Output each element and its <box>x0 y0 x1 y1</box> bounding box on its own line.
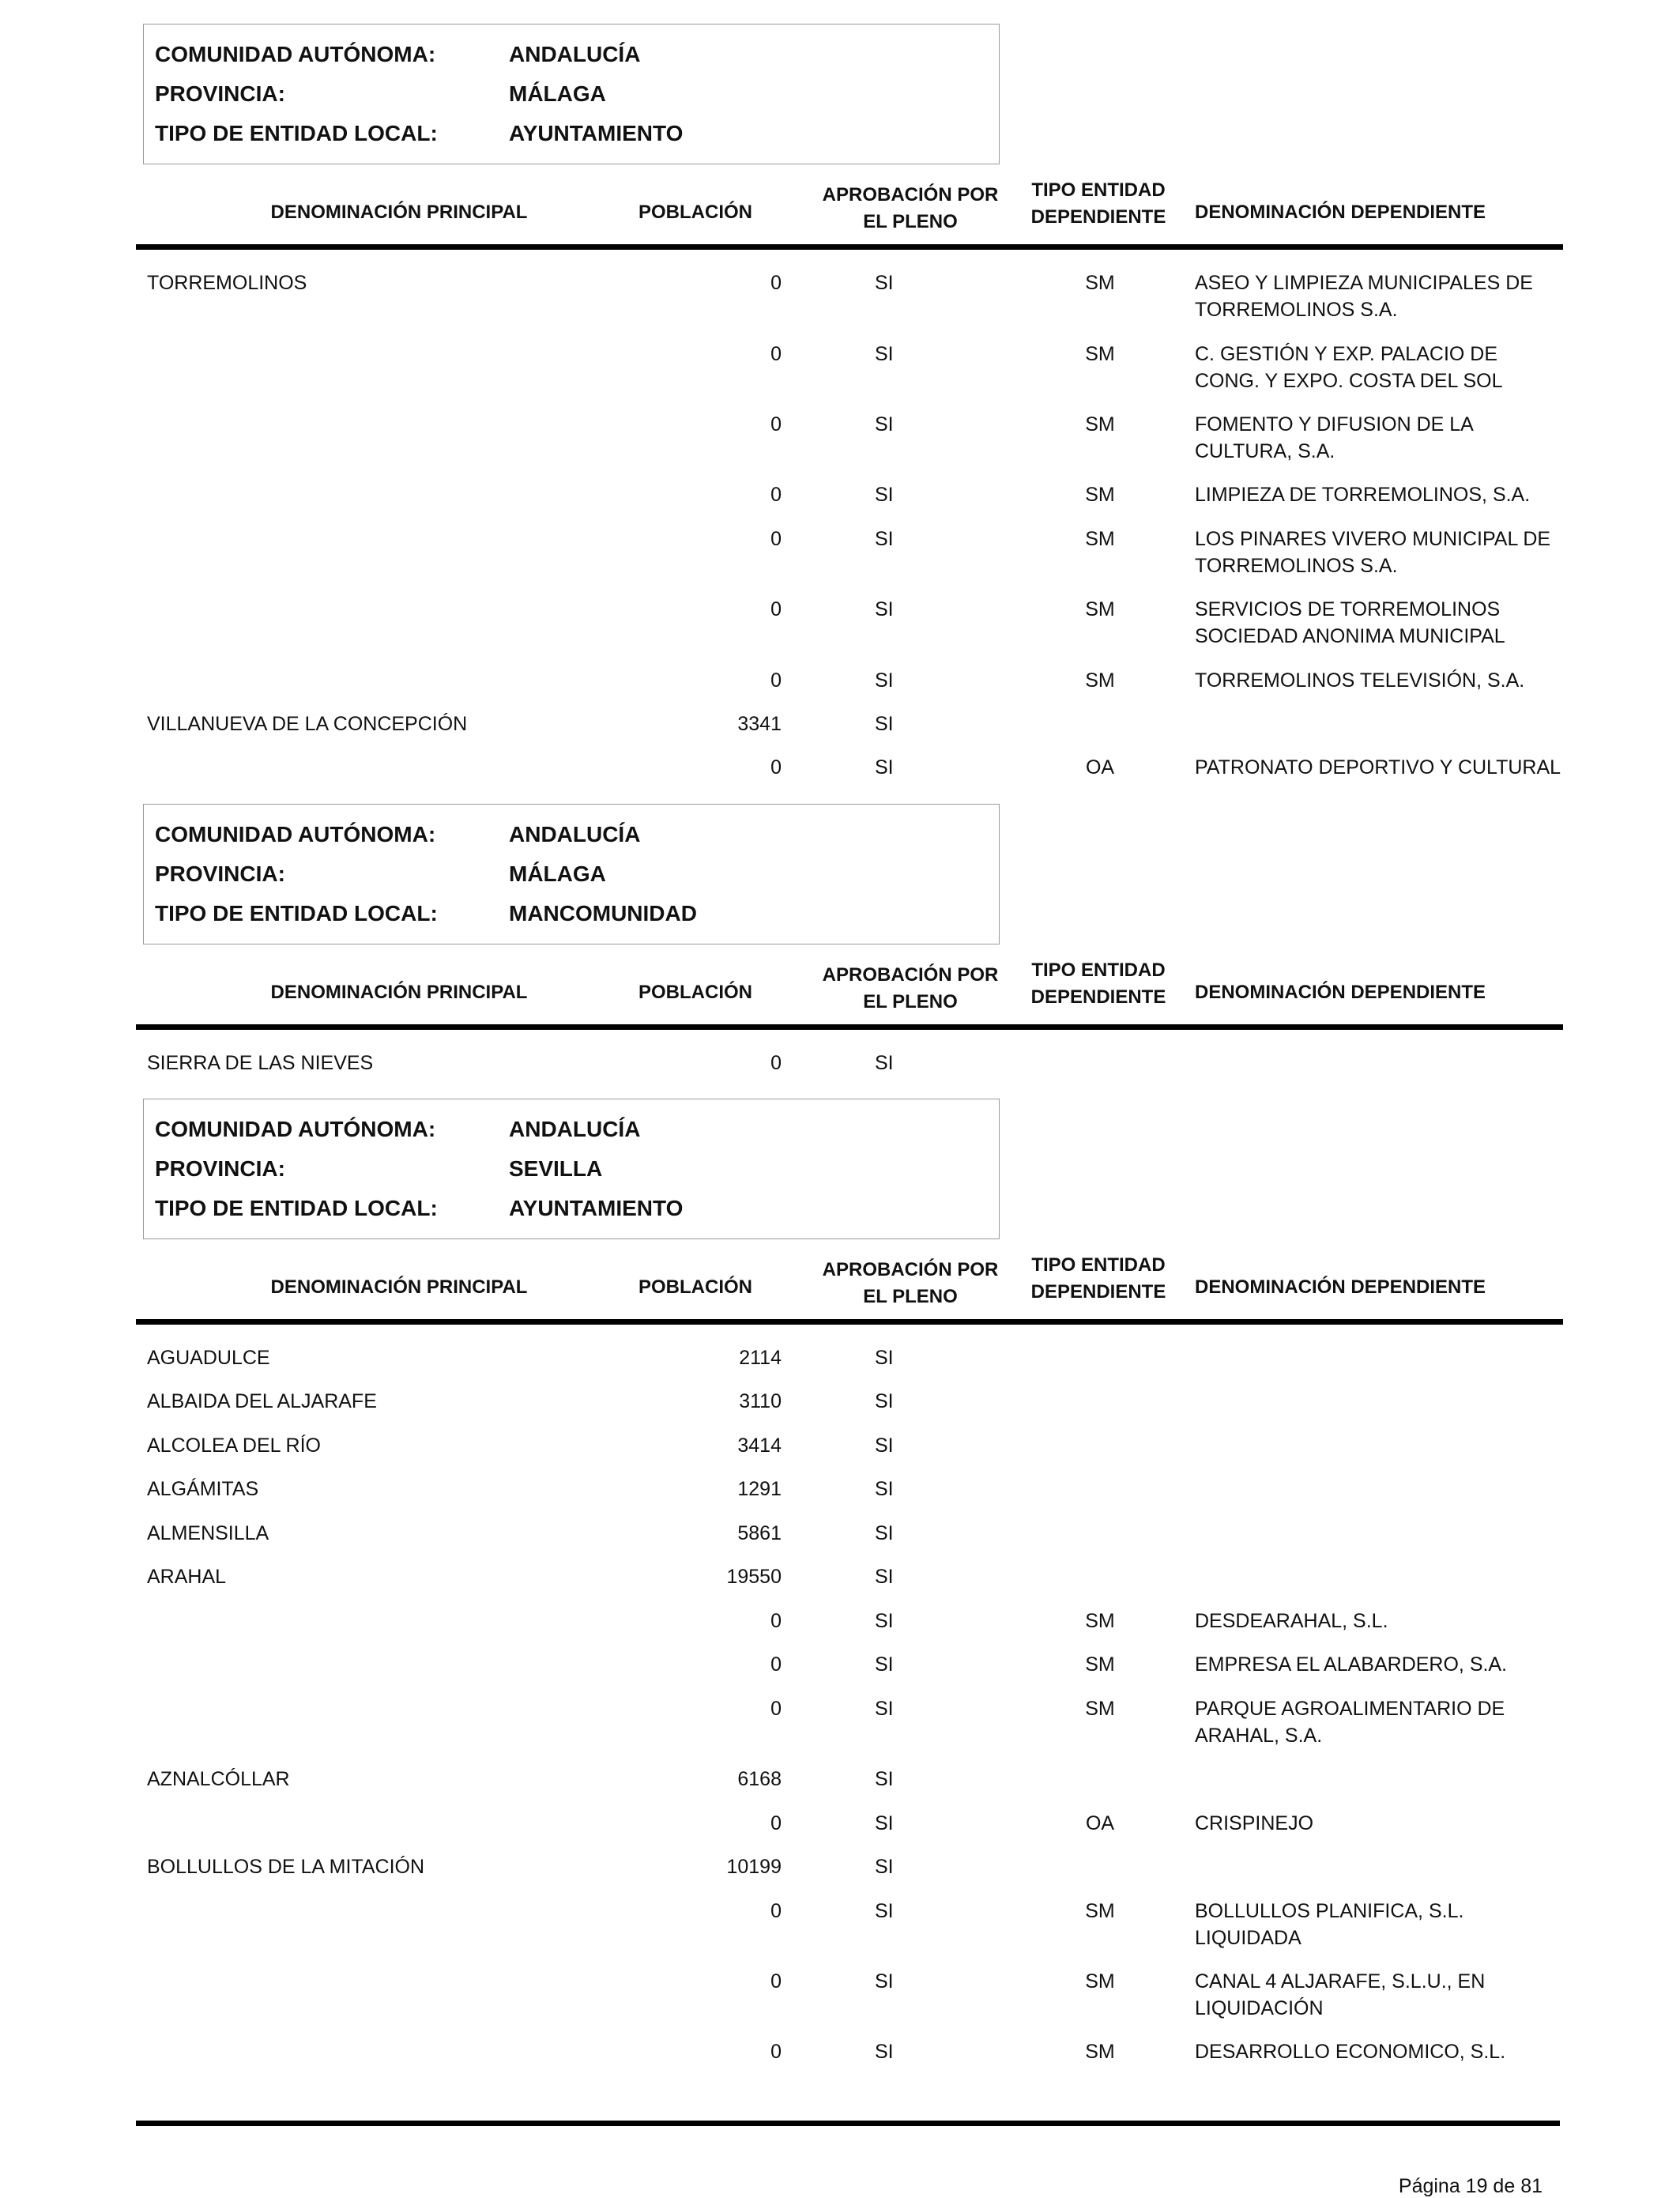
cell-apr: SI <box>875 528 894 550</box>
cell-name: BOLLULLOS DE LA MITACIÓN <box>147 1856 425 1878</box>
table-header <box>136 1230 1563 1325</box>
header-aprobacion-line1: APROBACIÓN POR <box>822 184 999 205</box>
cell-pop: 0 <box>770 1698 782 1720</box>
cell-apr: SI <box>875 713 894 735</box>
comunidad-value: ANDALUCÍA <box>509 1117 641 1141</box>
provincia-label: PROVINCIA: <box>155 861 285 886</box>
provincia-label: PROVINCIA: <box>155 1156 285 1181</box>
provincia-value: MÁLAGA <box>509 81 606 106</box>
cell-pop: 3110 <box>739 1390 782 1412</box>
cell-name: ALGÁMITAS <box>147 1478 259 1500</box>
cell-apr: SI <box>875 1522 894 1544</box>
cell-tipo: SM <box>1085 1970 1115 1993</box>
cell-pop: 1291 <box>737 1478 782 1500</box>
cell-name: SIERRA DE LAS NIEVES <box>147 1052 374 1074</box>
cell-pop: 3414 <box>737 1435 782 1457</box>
cell-pop: 0 <box>770 528 782 550</box>
header-aprobacion-line2: EL PLENO <box>863 1286 958 1307</box>
header-rule <box>136 1319 1563 1325</box>
cell-pop: 0 <box>770 413 782 435</box>
cell-dep: DESDEARAHAL, S.L. <box>1195 1610 1388 1632</box>
comunidad-label: COMUNIDAD AUTÓNOMA: <box>155 1117 436 1141</box>
tipo-entidad-label: TIPO DE ENTIDAD LOCAL: <box>155 121 438 145</box>
cell-apr: SI <box>875 1812 894 1834</box>
cell-dep: CANAL 4 ALJARAFE, S.L.U., EN LIQUIDACIÓN <box>1195 1970 1486 2019</box>
cell-tipo: SM <box>1085 343 1115 365</box>
cell-tipo: SM <box>1085 1610 1115 1632</box>
header-denominacion-principal: DENOMINACIÓN PRINCIPAL <box>270 982 528 1003</box>
cell-pop: 3341 <box>737 713 782 735</box>
header-tipo-line1: TIPO ENTIDAD <box>1031 960 1166 981</box>
cell-tipo: SM <box>1085 1900 1115 1922</box>
cell-tipo: SM <box>1085 272 1115 294</box>
cell-pop: 6168 <box>737 1768 782 1790</box>
tipo-entidad-label: TIPO DE ENTIDAD LOCAL: <box>155 1196 438 1220</box>
cell-apr: SI <box>875 669 894 692</box>
comunidad-value: ANDALUCÍA <box>509 822 641 846</box>
header-denominacion-dependiente: DENOMINACIÓN DEPENDIENTE <box>1195 202 1486 223</box>
cell-pop: 0 <box>770 1653 782 1676</box>
header-denominacion-dependiente: DENOMINACIÓN DEPENDIENTE <box>1195 1276 1486 1298</box>
cell-dep: FOMENTO Y DIFUSION DE LA CULTURA, S.A. <box>1195 413 1473 462</box>
provincia-value: SEVILLA <box>509 1156 603 1181</box>
cell-dep: TORREMOLINOS TELEVISIÓN, S.A. <box>1195 669 1525 692</box>
cell-dep: DESARROLLO ECONOMICO, S.L. <box>1195 2041 1506 2063</box>
cell-apr: SI <box>875 1900 894 1922</box>
header-aprobacion-line2: EL PLENO <box>863 991 958 1012</box>
provincia-value: MÁLAGA <box>509 861 606 886</box>
header-poblacion: POBLACIÓN <box>638 202 752 223</box>
cell-pop: 10199 <box>726 1856 782 1878</box>
cell-dep: C. GESTIÓN Y EXP. PALACIO DE CONG. Y EXPO. COSTA DEL SOL <box>1195 343 1503 392</box>
header-denominacion-dependiente: DENOMINACIÓN DEPENDIENTE <box>1195 982 1486 1003</box>
header-aprobacion-line2: EL PLENO <box>863 211 958 232</box>
cell-dep: BOLLULLOS PLANIFICA, S.L. LIQUIDADA <box>1195 1900 1464 1949</box>
cell-apr: SI <box>875 1768 894 1790</box>
provincia-label: PROVINCIA: <box>155 81 285 106</box>
cell-tipo: SM <box>1085 598 1115 620</box>
tipo-entidad-value: AYUNTAMIENTO <box>509 1196 684 1220</box>
cell-apr: SI <box>875 343 894 365</box>
comunidad-label: COMUNIDAD AUTÓNOMA: <box>155 822 436 846</box>
cell-apr: SI <box>875 272 894 294</box>
cell-pop: 0 <box>770 1610 782 1632</box>
cell-name: AZNALCÓLLAR <box>147 1768 290 1790</box>
header-rule <box>136 244 1563 250</box>
cell-pop: 5861 <box>737 1522 782 1544</box>
header-tipo-line1: TIPO ENTIDAD <box>1031 179 1166 201</box>
cell-name: ARAHAL <box>147 1566 227 1588</box>
cell-name: TORREMOLINOS <box>147 272 307 294</box>
page-number: Página 19 de 81 <box>1398 2175 1543 2197</box>
cell-pop: 0 <box>770 272 782 294</box>
cell-dep: EMPRESA EL ALABARDERO, S.A. <box>1195 1653 1508 1676</box>
cell-apr: SI <box>875 1478 894 1500</box>
cell-tipo: SM <box>1085 2041 1115 2063</box>
cell-apr: SI <box>875 2041 894 2063</box>
cell-dep: PATRONATO DEPORTIVO Y CULTURAL <box>1195 756 1561 779</box>
cell-apr: SI <box>875 1052 894 1074</box>
cell-pop: 0 <box>770 598 782 620</box>
section-info-box <box>143 24 1000 164</box>
section-info-box <box>143 804 1000 944</box>
header-tipo-line2: DEPENDIENTE <box>1030 206 1166 228</box>
tipo-entidad-value: MANCOMUNIDAD <box>509 901 697 926</box>
cell-tipo: SM <box>1085 669 1115 692</box>
cell-dep: LOS PINARES VIVERO MUNICIPAL DE TORREMOLINOS S.A. <box>1195 528 1551 577</box>
cell-name: ALBAIDA DEL ALJARAFE <box>147 1390 377 1412</box>
cell-tipo: OA <box>1085 756 1115 779</box>
cell-apr: SI <box>875 1610 894 1632</box>
cell-dep: PARQUE AGROALIMENTARIO DE ARAHAL, S.A. <box>1195 1698 1505 1747</box>
tipo-entidad-label: TIPO DE ENTIDAD LOCAL: <box>155 901 438 926</box>
cell-pop: 0 <box>770 1900 782 1922</box>
cell-apr: SI <box>875 1390 894 1412</box>
comunidad-label: COMUNIDAD AUTÓNOMA: <box>155 42 436 66</box>
header-poblacion: POBLACIÓN <box>638 982 752 1003</box>
header-tipo-line2: DEPENDIENTE <box>1030 1281 1166 1303</box>
header-tipo-line2: DEPENDIENTE <box>1030 986 1166 1008</box>
cell-name: VILLANUEVA DE LA CONCEPCIÓN <box>147 713 468 735</box>
cell-apr: SI <box>875 1970 894 1993</box>
comunidad-value: ANDALUCÍA <box>509 42 641 66</box>
cell-tipo: SM <box>1085 413 1115 435</box>
cell-dep: LIMPIEZA DE TORREMOLINOS, S.A. <box>1195 484 1531 506</box>
cell-apr: SI <box>875 1698 894 1720</box>
header-poblacion: POBLACIÓN <box>638 1276 752 1298</box>
cell-apr: SI <box>875 1435 894 1457</box>
section-info-box <box>143 1099 1000 1239</box>
cell-tipo: SM <box>1085 1653 1115 1676</box>
header-aprobacion-line1: APROBACIÓN POR <box>822 964 999 986</box>
cell-apr: SI <box>875 1856 894 1878</box>
cell-apr: SI <box>875 484 894 506</box>
cell-name: AGUADULCE <box>147 1347 270 1369</box>
cell-tipo: SM <box>1085 484 1115 506</box>
tipo-entidad-value: AYUNTAMIENTO <box>509 121 684 145</box>
header-aprobacion-line1: APROBACIÓN POR <box>822 1259 999 1280</box>
header-denominacion-principal: DENOMINACIÓN PRINCIPAL <box>270 202 528 223</box>
cell-dep: CRISPINEJO <box>1195 1812 1314 1834</box>
cell-pop: 0 <box>770 1052 782 1074</box>
cell-name: ALCOLEA DEL RÍO <box>147 1435 321 1457</box>
header-tipo-line1: TIPO ENTIDAD <box>1031 1254 1166 1276</box>
header-denominacion-principal: DENOMINACIÓN PRINCIPAL <box>270 1276 528 1298</box>
cell-pop: 19550 <box>726 1566 782 1588</box>
cell-apr: SI <box>875 1653 894 1676</box>
cell-apr: SI <box>875 1566 894 1588</box>
cell-apr: SI <box>875 756 894 779</box>
cell-apr: SI <box>875 598 894 620</box>
cell-pop: 2114 <box>739 1347 782 1369</box>
cell-pop: 0 <box>770 669 782 692</box>
cell-pop: 0 <box>770 2041 782 2063</box>
cell-dep: ASEO Y LIMPIEZA MUNICIPALES DE TORREMOLINOS S.A. <box>1195 272 1533 321</box>
cell-tipo: SM <box>1085 1698 1115 1720</box>
cell-pop: 0 <box>770 756 782 779</box>
cell-tipo: SM <box>1085 528 1115 550</box>
cell-pop: 0 <box>770 1812 782 1834</box>
table-header <box>136 935 1563 1030</box>
footer-rule <box>136 2121 1560 2126</box>
cell-tipo: OA <box>1085 1812 1115 1834</box>
table-header <box>136 155 1563 250</box>
cell-pop: 0 <box>770 343 782 365</box>
cell-dep: SERVICIOS DE TORREMOLINOS SOCIEDAD ANONIMA MUNICIPAL <box>1195 598 1505 647</box>
cell-apr: SI <box>875 1347 894 1369</box>
header-rule <box>136 1024 1563 1030</box>
cell-apr: SI <box>875 413 894 435</box>
cell-name: ALMENSILLA <box>147 1522 269 1544</box>
cell-pop: 0 <box>770 1970 782 1993</box>
cell-pop: 0 <box>770 484 782 506</box>
